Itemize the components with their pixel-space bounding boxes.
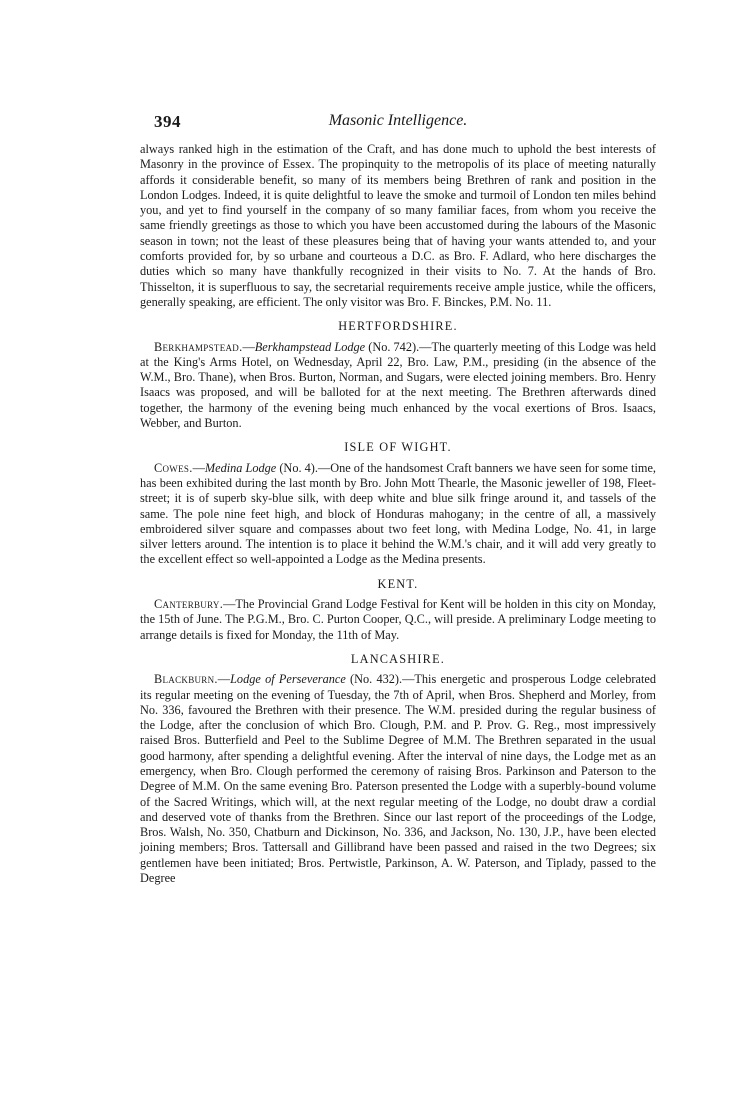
section-paragraph (140, 461, 656, 568)
place-name: Canterbury. (154, 597, 224, 612)
section-kent (140, 577, 656, 643)
section-hertfordshire (140, 319, 656, 431)
lodge-name: Berkhampstead Lodge (254, 339, 366, 354)
running-title: Masonic Intelligence. (328, 112, 468, 129)
paragraph-text: (No. 432).—This energetic and prosperous Lodge celebrated its regular meeting on the evening of Tuesday, the 7th of April, when Bros. Shepherd and Morley, from No. 336, favoured the Brethren with their presence. The W.M. presided during the regular business of the Lodge, after the conclusion of which Bro. Clough, P.M. and P. Prov. G. Reg., most impressively raised Bros. Butterfield and Peel to the Sublime Degree of M.M. The Brethren separated in the usual good harmony, after spending a delightful evening. After the interval of nine days, the Lodge met as an emergency, when Bro. Clough performed the ceremony of raising Bros. Parkinson and Paterson to the Degree of M.M. On the same evening Bro. Paterson presented the Lodge with a superbly-bound volume of the Sacred Writings, which will, at the next regular meeting of the Lodge, no doubt draw a cordial and deserved vote of thanks from the Brethren. Since our last report of the proceedings of the Lodge, Bros. Walsh, No. 350, Chatburn and Dickinson, No. 336, and Jackson, No. 130, J.P., have been elected joining members; Bros. Tattersall and Gillibrand have been passed and raised in the two Degrees; six gentlemen have been initiated; Bros. Pertwistle, Parkinson, A. W. Paterson, and Tiplady, passed to the Degree (140, 672, 656, 886)
article-body (140, 142, 656, 886)
section-heading: ISLE OF WIGHT. (344, 440, 452, 455)
section-lancashire (140, 652, 656, 886)
dash: — (223, 597, 236, 612)
section-heading: HERTFORDSHIRE. (338, 319, 458, 334)
section-isle-of-wight (140, 440, 656, 567)
dash: — (242, 339, 255, 354)
section-heading: LANCASHIRE. (350, 651, 446, 666)
lodge-name: Lodge of Perseverance (230, 672, 346, 687)
lodge-name: Medina Lodge (204, 460, 277, 475)
page-number: 394 (154, 112, 181, 131)
section-paragraph (140, 672, 656, 886)
paragraph-text: (No. 742).—The quarterly meeting of this Lodge was held at the King's Arms Hotel, on Wednesday, April 22, Bro. Law, P.M., presiding (in the absence of the W.M., Bro. Thane), when Bros. Burton, Norman, and Sugars, were elected joining members. Bro. Henry Isaacs was proposed, and will be balloted for at the next meeting. The Brethren afterwards dined together, the harmony of the evening being much enhanced by the vocal exertions of Bros. Isaacs, Webber, and Burton. (140, 339, 656, 431)
section-paragraph (140, 597, 656, 643)
paragraph-text: (No. 4).—One of the handsomest Craft banners we have seen for some time, has been exhibited during the last month by Bro. John Mott Thearle, the Masonic jeweller of 198, Fleet-street; it is of superb sky-blue silk, with deep white and blue silk fringe around it, and tassels of the same. The pole nine feet high, and block of Honduras mahogany; in the centre of all, a massively embroidered silver square and compasses about two feet long, with Medina Lodge, No. 41, in large silver letters around. The intention is to place it behind the W.M.'s chair, and it will add very greatly to the excellent effect so well-appointed a Lodge as the Medina presents. (140, 460, 656, 567)
section-paragraph (140, 340, 656, 432)
running-head (140, 112, 656, 136)
paragraph-text: The Provincial Grand Lodge Festival for Kent will be holden in this city on Monday, the 15th of June. The P.G.M., Bro. C. Purton Cooper, Q.C., will preside. A preliminary Lodge meeting to arrange details is fixed for Monday, the 11th of May. (140, 597, 656, 642)
dash: — (192, 460, 205, 475)
page (140, 112, 656, 886)
dash: — (217, 672, 231, 687)
section-heading: KENT. (377, 576, 419, 591)
opening-paragraph: always ranked high in the estimation of the Craft, and has done much to uphold the best interests of Masonry in the province of Essex. The propinquity to the metropolis of its place of meeting naturally affords it considerable benefit, so many of its members being Brethren of rank and position in the London Lodges. Indeed, it is quite delightful to leave the smoke and turmoil of London ten miles behind you, and yet to find yourself in the company of so many familiar faces, from whom you receive the same friendly greetings as those to which you have been accustomed during the labours of the Masonic season in town; not the least of these pleasures being that of having your wants attended to, and your comforts provided for, by so urbane and courteous a D.C. as Bro. F. Adlard, who here discharges the duties which so many have thankfully recognized in their visits to No. 7. At the hands of Bro. Thisselton, it is superfluous to say, the secretarial requirements receive ample justice, while the officers, generally speaking, are efficient. The only visitor was Bro. F. Binckes, P.M. No. 11. (140, 142, 656, 309)
place-name: Berkhampstead. (154, 339, 243, 354)
place-name: Cowes. (154, 460, 193, 475)
place-name: Blackburn. (154, 672, 218, 687)
